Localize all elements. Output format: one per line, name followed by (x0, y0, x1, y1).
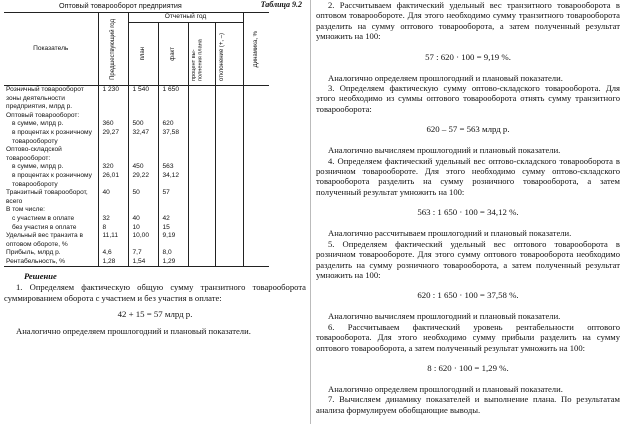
cell-fact (158, 206, 188, 215)
table-row (4, 258, 269, 267)
table-number: Таблица 9.2 (260, 0, 302, 9)
col-dynamics: Динамика, % (243, 13, 269, 86)
cell-deviation (215, 249, 243, 258)
formula-6: 8 : 620 · 100 = 1,29 %. (427, 362, 509, 373)
cell-plan: 40 (128, 215, 158, 224)
cell-plan: 10,00 (128, 232, 158, 249)
row-label: в процентах к розничному товарообороту (12, 128, 92, 145)
cell-deviation (215, 86, 243, 112)
row-label: в сумме, млрд р. (12, 163, 64, 171)
cell-deviation (215, 232, 243, 249)
table-row (4, 224, 269, 233)
cell-dynamics (243, 206, 269, 215)
solution-step-1-note: Аналогично определяем прошлогодний и плановый показатели. (16, 326, 251, 337)
cell-deviation (215, 163, 243, 172)
cell-fact: 1,29 (158, 258, 188, 267)
formula-1: 42 + 15 = 57 млрд р. (117, 309, 193, 320)
col-indicator: Показатель (4, 13, 98, 86)
cell-dynamics (243, 112, 269, 121)
table-header (4, 0, 306, 12)
cell-prev-year: 8 (98, 224, 128, 233)
cell-plan (128, 146, 158, 163)
col-deviation: отклонение (+, –) (215, 23, 243, 86)
table-row (4, 172, 269, 189)
cell-pct-plan (188, 258, 215, 267)
table-row (4, 86, 269, 112)
cell-plan: 32,47 (128, 129, 158, 146)
row-label: Рентабельность, % (4, 258, 98, 267)
cell-fact: 42 (158, 215, 188, 224)
cell-pct-plan (188, 215, 215, 224)
formula-4: 563 : 1 650 · 100 = 34,12 %. (417, 207, 519, 218)
row-label: без участия в оплате (12, 223, 77, 231)
cell-fact: 9,19 (158, 232, 188, 249)
cell-prev-year: 11,11 (98, 232, 128, 249)
cell-pct-plan (188, 112, 215, 121)
wholesale-turnover-table (4, 12, 269, 267)
cell-fact (158, 112, 188, 121)
row-label: Транзитный товарооборот, всего (6, 189, 88, 205)
cell-dynamics (243, 232, 269, 249)
cell-fact: 37,58 (158, 129, 188, 146)
cell-dynamics (243, 172, 269, 189)
step-3: 3. Определяем фактическую сумму оптово-складского товарооборота. Для этого необходимо из суммы оптового товарооборота отнять сумму транзитного товарооборота: (316, 83, 620, 114)
cell-pct-plan (188, 146, 215, 163)
step-7: 7. Вычисляем динамику показателей и выполнение плана. По результатам анализа формулируем обобщающие выводы. (316, 394, 620, 415)
cell-dynamics (243, 146, 269, 163)
cell-prev-year: 360 (98, 120, 128, 129)
step-2: 2. Рассчитываем фактический удельный вес транзитного товарооборота в оптовом товарообороте. Для этого необходимо сумму транзитного товарооборота разделить на сумму оптового товарооборота, а затем полученный результат умножить на 100: (316, 0, 620, 42)
cell-pct-plan (188, 249, 215, 258)
row-label: в процентах к розничному товарообороту (12, 171, 92, 188)
cell-prev-year: 1 230 (98, 86, 128, 112)
col-pct-plan: процент вы- полнения плана (188, 23, 215, 86)
cell-dynamics (243, 163, 269, 172)
cell-deviation (215, 215, 243, 224)
step-6-note: Аналогично определяем прошлогодний и плановый показатели. (328, 383, 563, 394)
cell-fact: 57 (158, 189, 188, 206)
table-row (4, 189, 269, 206)
row-label: Удельный вес транзита в оптовом обороте, % (6, 232, 84, 248)
cell-dynamics (243, 224, 269, 233)
cell-prev-year: 4,6 (98, 249, 128, 258)
cell-pct-plan (188, 224, 215, 233)
table-row (4, 120, 269, 129)
cell-fact: 1 650 (158, 86, 188, 112)
cell-prev-year: 32 (98, 215, 128, 224)
page-gutter (310, 0, 311, 424)
row-label: Розничный товарооборот зоны деятельности предприятия, млрд р. (6, 86, 84, 111)
table-header-row (4, 13, 269, 23)
cell-fact: 15 (158, 224, 188, 233)
table-row (4, 112, 269, 121)
cell-pct-plan (188, 189, 215, 206)
cell-prev-year (98, 146, 128, 163)
row-label: Оптово-складской товарооборот: (6, 146, 62, 162)
step-2-note: Аналогично определяем прошлогодний и плановый показатели. (328, 72, 563, 83)
cell-dynamics (243, 189, 269, 206)
cell-fact: 563 (158, 163, 188, 172)
cell-dynamics (243, 120, 269, 129)
right-page (316, 0, 620, 424)
cell-deviation (215, 120, 243, 129)
cell-dynamics (243, 215, 269, 224)
cell-deviation (215, 146, 243, 163)
cell-prev-year: 26,01 (98, 172, 128, 189)
cell-pct-plan (188, 232, 215, 249)
cell-deviation (215, 224, 243, 233)
row-label: с участием в оплате (12, 214, 75, 222)
step-5: 5. Определяем фактический удельный вес оптового товарооборота в розничном товарообороте. Для этого сумму оптового товарооборота необходимо разделить на сумму розничного товарооборота, а затем полученный результат умножить на 100: (316, 238, 620, 280)
cell-pct-plan (188, 163, 215, 172)
table-row (4, 146, 269, 163)
table-body (4, 86, 269, 267)
col-prev-year: Предшествующий год (98, 13, 128, 86)
cell-dynamics (243, 129, 269, 146)
cell-prev-year (98, 206, 128, 215)
cell-deviation (215, 172, 243, 189)
cell-dynamics (243, 258, 269, 267)
table-row (4, 215, 269, 224)
cell-prev-year: 29,27 (98, 129, 128, 146)
cell-fact (158, 146, 188, 163)
row-label: Оптовый товарооборот: (6, 111, 80, 119)
table-row (4, 249, 269, 258)
cell-pct-plan (188, 120, 215, 129)
cell-plan: 450 (128, 163, 158, 172)
cell-plan: 7,7 (128, 249, 158, 258)
left-page (4, 0, 306, 424)
cell-pct-plan (188, 206, 215, 215)
cell-fact: 34,12 (158, 172, 188, 189)
cell-deviation (215, 258, 243, 267)
table-row (4, 206, 269, 215)
cell-deviation (215, 112, 243, 121)
formula-2: 57 : 620 · 100 = 9,19 %. (425, 51, 511, 62)
step-5-note: Аналогично вычисляем прошлогодний и плановый показатели. (328, 311, 561, 322)
solution-step-1: 1. Определяем фактическую общую сумму транзитного товарооборота суммированием оборота с участием и без участия в оплате: (4, 282, 306, 303)
cell-plan: 1 540 (128, 86, 158, 112)
cell-plan: 500 (128, 120, 158, 129)
col-report-year: Отчетный год (128, 13, 243, 23)
cell-dynamics (243, 86, 269, 112)
cell-deviation (215, 129, 243, 146)
cell-plan (128, 112, 158, 121)
cell-prev-year: 40 (98, 189, 128, 206)
table-row (4, 129, 269, 146)
cell-dynamics (243, 249, 269, 258)
table-caption: Оптовый товарооборот предприятия (59, 1, 182, 10)
cell-pct-plan (188, 129, 215, 146)
cell-plan: 1,54 (128, 258, 158, 267)
cell-deviation (215, 206, 243, 215)
row-label: Прибыль, млрд р. (6, 249, 61, 257)
table-row (4, 232, 269, 249)
cell-deviation (215, 189, 243, 206)
cell-plan: 50 (128, 189, 158, 206)
cell-plan (128, 206, 158, 215)
row-label: В том числе: (6, 206, 45, 214)
step-4-note: Аналогично рассчитываем прошлогодний и плановый показатели. (328, 228, 572, 239)
cell-fact: 620 (158, 120, 188, 129)
cell-plan: 10 (128, 224, 158, 233)
solution-title: Решение (24, 271, 57, 282)
cell-plan: 29,22 (128, 172, 158, 189)
col-fact: факт (158, 23, 188, 86)
formula-3: 620 – 57 = 563 млрд р. (426, 124, 510, 135)
cell-prev-year: 320 (98, 163, 128, 172)
cell-prev-year (98, 112, 128, 121)
cell-fact: 8,0 (158, 249, 188, 258)
step-4: 4. Определяем фактический удельный вес оптово-складского товарооборота в розничном товарообороте. Для этого необходимо сумму оптово-складского товарооборота разделить на сумму розничного товарооборота, а затем полученный результат умножить на 100: (316, 155, 620, 197)
cell-pct-plan (188, 172, 215, 189)
step-3-note: Аналогично вычисляем прошлогодний и плановый показатели. (328, 145, 561, 156)
table-row (4, 163, 269, 172)
row-label: в сумме, млрд р. (12, 120, 64, 128)
cell-pct-plan (188, 86, 215, 112)
step-6: 6. Рассчитываем фактический уровень рентабельности оптового товарооборота. Для этого необходимо сумму прибыли разделить на сумму оптового товарооборота, а затем полученный результат умножить на 100: (316, 321, 620, 353)
cell-prev-year: 1,28 (98, 258, 128, 267)
col-plan: план (128, 23, 158, 86)
formula-5: 620 : 1 650 · 100 = 37,58 %. (417, 290, 519, 301)
